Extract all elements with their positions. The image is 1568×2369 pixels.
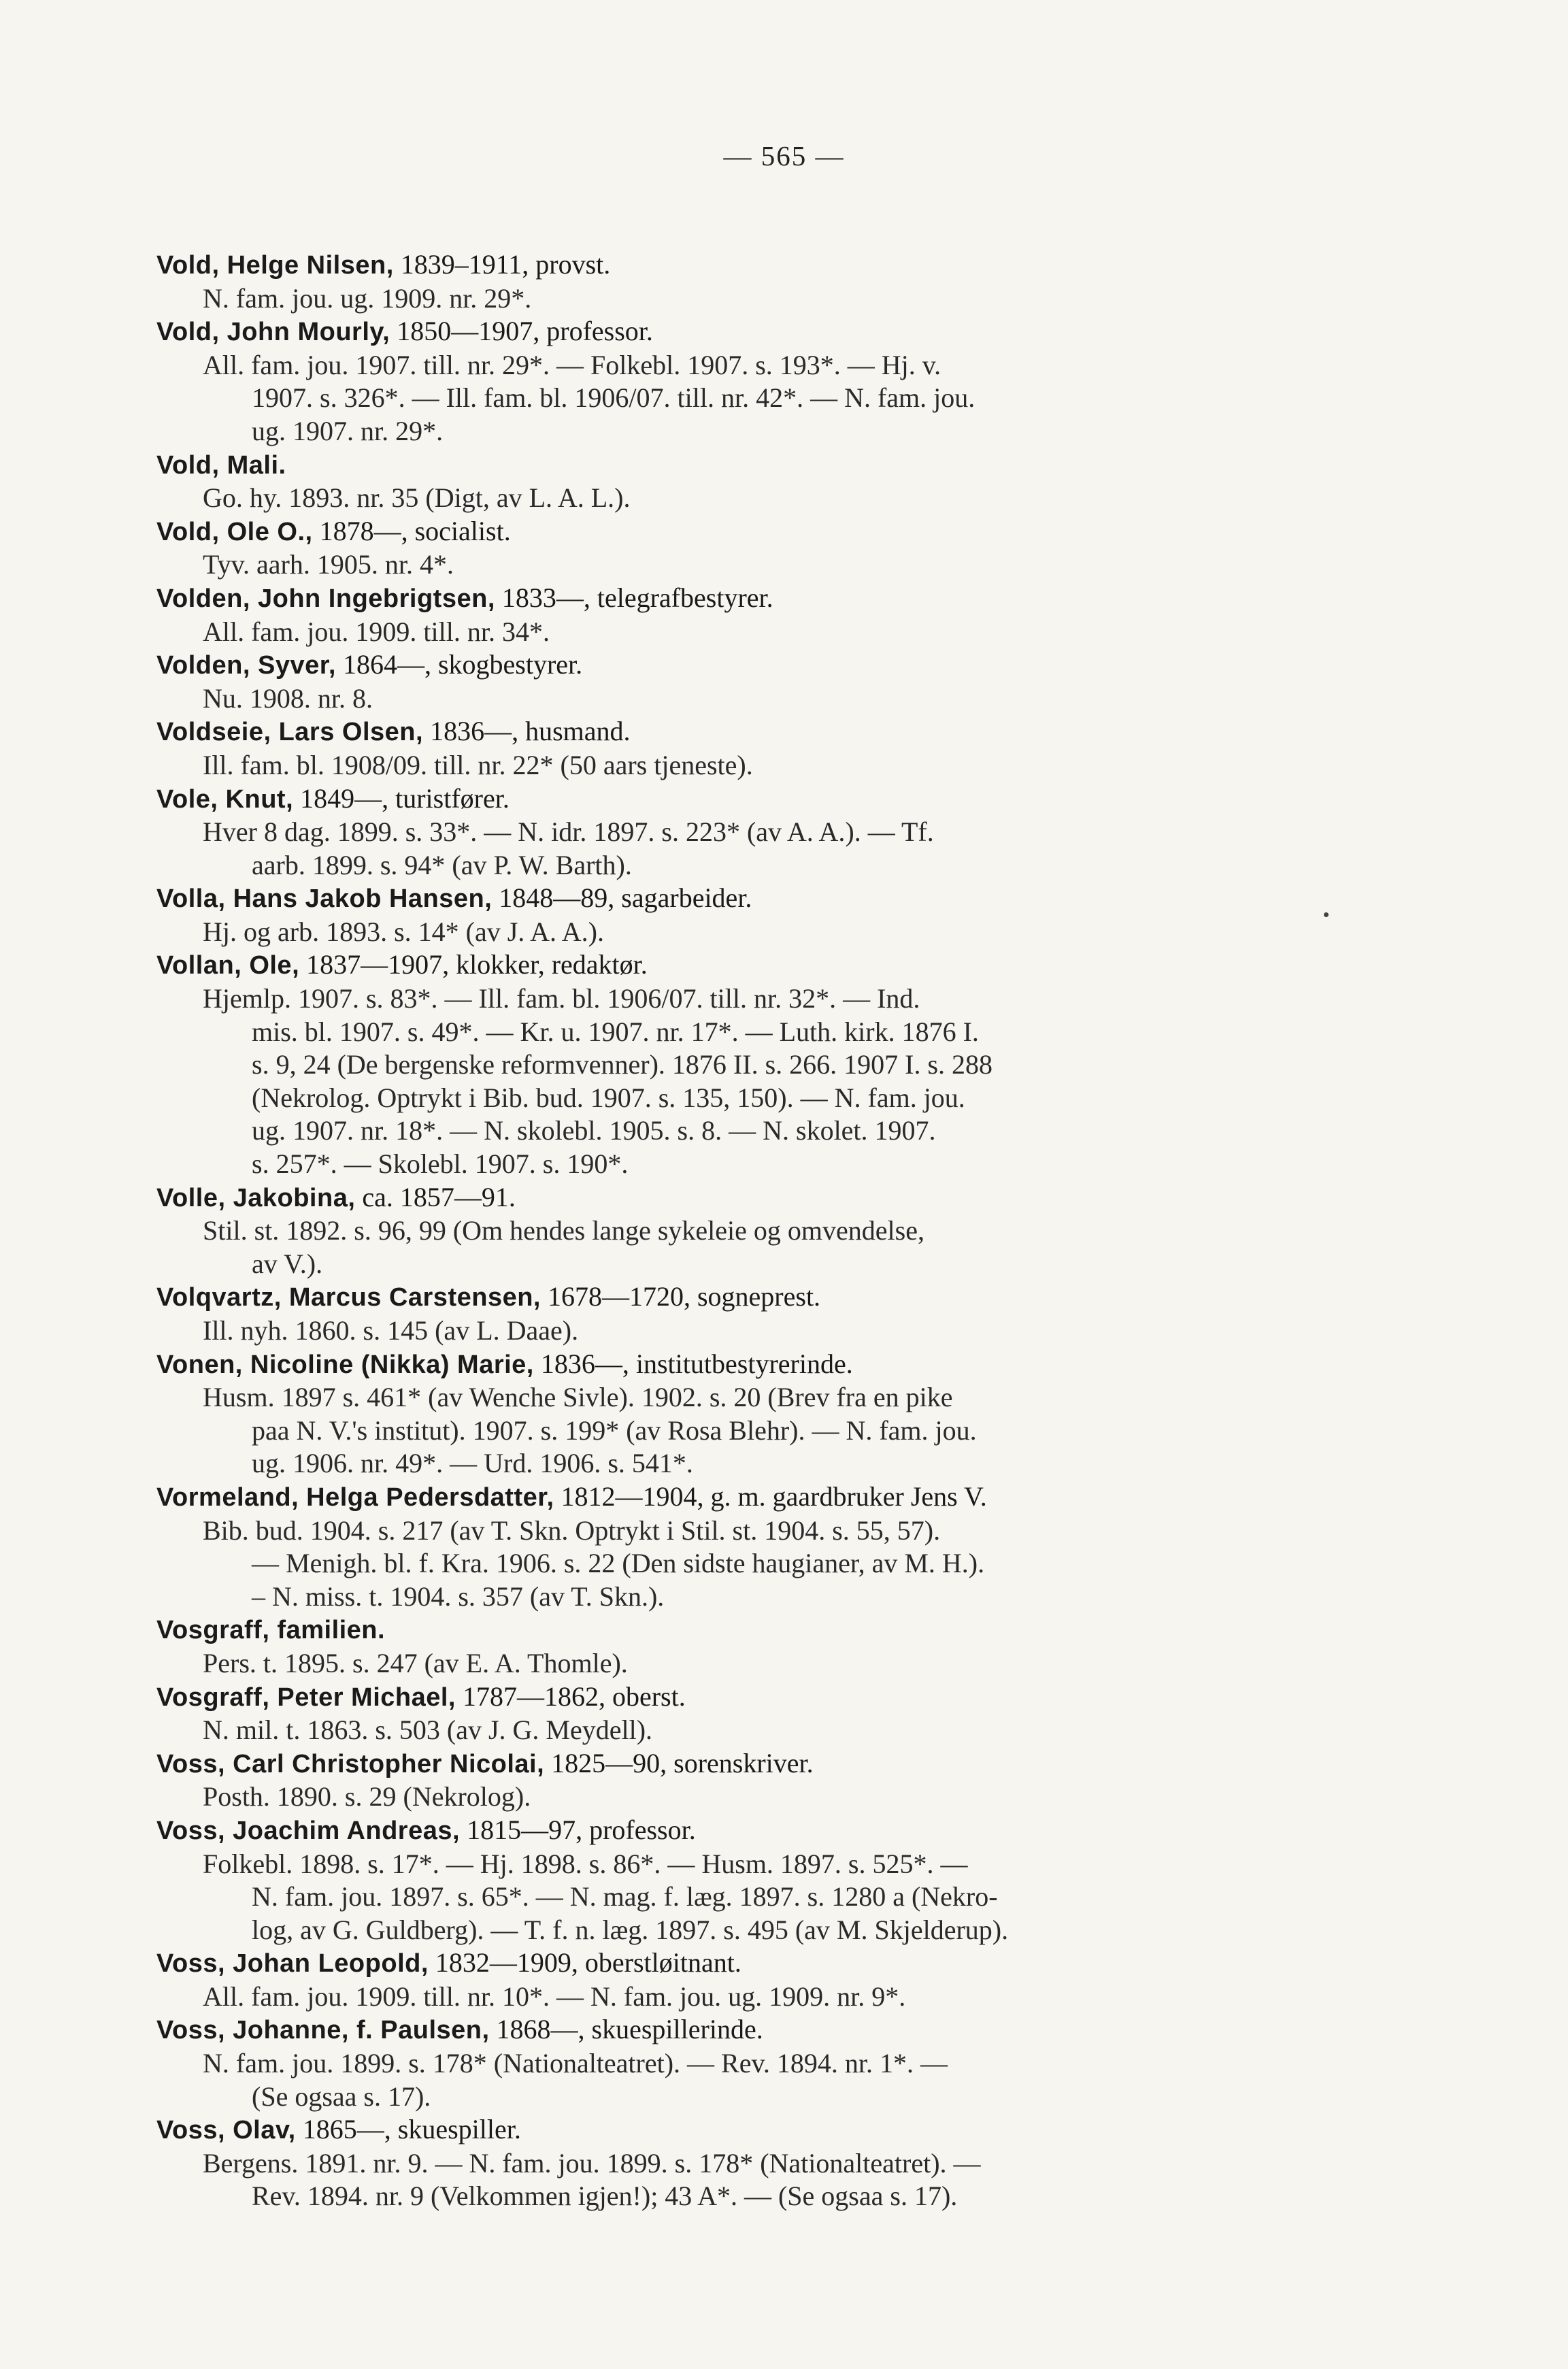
entry-reference-line: s. 9, 24 (De bergenske reformvenner). 1876 II. s. 266. 1907 I. s. 288 [252,1049,993,1080]
entry-heading [156,582,1330,616]
entry-name: Volla, Hans Jakob Hansen, [156,884,493,914]
entry-description: 1833—, telegrafbestyrer. [495,582,773,613]
entry-reference-line: Hjemlp. 1907. s. 83*. — Ill. fam. bl. 1906/07. till. nr. 32*. — Ind. [203,983,920,1014]
bibliography-entry [156,1348,1330,1480]
entry-description: 1837—1907, klokker, redaktør. [299,949,648,980]
entry-name: Voss, Joachim Andreas, [156,1816,461,1845]
entry-reference-line: — Menigh. bl. f. Kra. 1906. s. 22 (Den sidste haugianer, av M. H.). [252,1548,985,1579]
entry-reference-line: Bergens. 1891. nr. 9. — N. fam. jou. 1899. s. 178* (Nationalteatret). — [203,2147,981,2179]
bibliography-entry [156,948,1330,1180]
entry-name: Vold, John Mourly, [156,318,390,347]
bibliography-entry [156,248,1330,315]
entry-name: Vosgraff, Peter Michael, [156,1683,456,1712]
entry-heading [156,1613,1330,1647]
entry-reference-line: Hver 8 dag. 1899. s. 33*. — N. idr. 1897. s. 223* (av A. A.). — Tf. [203,816,934,848]
entry-reference-line: Hj. og arb. 1893. s. 14* (av J. A. A.). [203,916,604,947]
entry-reference-line: – N. miss. t. 1904. s. 357 (av T. Skn.). [252,1580,665,1612]
entry-reference-line: 1907. s. 326*. — Ill. fam. bl. 1906/07. till. nr. 42*. — N. fam. jou. [252,382,975,414]
entry-name: Vole, Knut, [156,784,294,814]
entry-heading [156,1747,1330,1781]
entry-heading [156,648,1330,682]
entry-name: Vold, Mali. [156,450,286,480]
bibliography-entry [156,1680,1330,1747]
entry-reference-line: aarb. 1899. s. 94* (av P. W. Barth). [252,849,632,880]
bibliography-entry [156,315,1330,448]
entry-name: Vonen, Nicoline (Nikka) Marie, [156,1350,534,1379]
entry-reference-line: Stil. st. 1892. s. 96, 99 (Om hendes lange sykeleie og omvendelse, [203,1215,924,1246]
entry-reference-line: Pers. t. 1895. s. 247 (av E. A. Thomle). [203,1647,628,1678]
entry-heading [156,2113,1330,2147]
entry-description: 1678—1720, sogneprest. [540,1281,821,1312]
margin-mark [1324,912,1329,917]
entry-reference-line: (Se ogsaa s. 17). [252,2081,431,2112]
bibliography-entry [156,1181,1330,1281]
entry-reference-line: Husm. 1897 s. 461* (av Wenche Sivle). 1902. s. 20 (Brev fra en pike [203,1382,953,1413]
entry-reference-line: Go. hy. 1893. nr. 35 (Digt, av L. A. L.). [203,482,631,514]
entry-heading [156,1814,1330,1848]
entry-heading [156,448,1330,482]
entry-name: Voss, Johan Leopold, [156,1949,429,1978]
entry-description: 1849—, turistfører. [293,782,510,814]
entry-name: Voss, Johanne, f. Paulsen, [156,2016,490,2045]
entry-description: ca. 1857—91. [355,1181,516,1212]
entry-description: 1836—, institutbestyrerinde. [533,1348,853,1379]
entry-description: 1825—90, sorenskriver. [544,1747,814,1778]
entry-heading [156,715,1330,749]
bibliography-entry [156,1480,1330,1613]
entry-reference-line: All. fam. jou. 1909. till. nr. 10*. — N. fam. jou. ug. 1909. nr. 9*. [203,1981,906,2012]
bibliography-entry [156,448,1330,515]
bibliography-entry [156,515,1330,582]
entry-reference-line: Ill. fam. bl. 1908/09. till. nr. 22* (50 aars tjeneste). [203,749,753,780]
entry-reference-line: paa N. V.'s institut). 1907. s. 199* (av Rosa Blehr). — N. fam. jou. [252,1414,977,1446]
entry-reference-line: av V.). [252,1248,323,1279]
entry-description: 1865—, skuespiller. [295,2114,521,2145]
entry-heading [156,515,1330,549]
entry-reference-line: N. fam. jou. 1899. s. 178* (Nationalteatret). — Rev. 1894. nr. 1*. — [203,2048,948,2079]
entry-name: Voss, Olav, [156,2116,296,2145]
entry-description: 1839–1911, provst. [393,249,611,280]
entry-reference-line: mis. bl. 1907. s. 49*. — Kr. u. 1907. nr. 17*. — Luth. kirk. 1876 I. [252,1016,979,1047]
entry-reference-line: N. fam. jou. 1897. s. 65*. — N. mag. f. læg. 1897. s. 1280 a (Nekro- [252,1881,998,1912]
entry-heading [156,1280,1330,1314]
bibliography-entry [156,648,1330,715]
entry-reference-line: N. fam. jou. ug. 1909. nr. 29*. [203,282,532,314]
entry-description: 1864—, skogbestyrer. [335,649,583,680]
entry-name: Vosgraff, familien. [156,1616,386,1645]
entry-description: 1868—, skuespillerinde. [489,2014,763,2045]
entry-heading [156,1680,1330,1714]
entry-reference-line: Bib. bud. 1904. s. 217 (av T. Skn. Optrykt i Stil. st. 1904. s. 55, 57). [203,1514,941,1546]
entry-name: Volden, Syver, [156,651,336,680]
entry-heading [156,1946,1330,1981]
entry-name: Voldseie, Lars Olsen, [156,718,424,747]
bibliography-entry [156,1814,1330,1946]
entry-reference-line: (Nekrolog. Optrykt i Bib. bud. 1907. s. 135, 150). — N. fam. jou. [252,1082,965,1113]
entry-reference-line: Nu. 1908. nr. 8. [203,682,373,714]
entry-reference-line: ug. 1906. nr. 49*. — Urd. 1906. s. 541*. [252,1448,693,1479]
entry-reference-line: Tyv. aarh. 1905. nr. 4*. [203,549,454,580]
entry-reference-line: N. mil. t. 1863. s. 503 (av J. G. Meydell). [203,1714,653,1746]
entry-reference-line: Ill. nyh. 1860. s. 145 (av L. Daae). [203,1315,579,1346]
bibliography-entry [156,2113,1330,2213]
entry-heading [156,948,1330,982]
bibliography-entry [156,2013,1330,2113]
entry-list [156,248,1330,2213]
entry-name: Vold, Ole O., [156,517,313,546]
entry-name: Vold, Helge Nilsen, [156,251,394,280]
entry-heading [156,315,1330,349]
entry-description: 1848—89, sagarbeider. [492,882,752,914]
bibliography-entry [156,1613,1330,1680]
entry-reference-line: All. fam. jou. 1909. till. nr. 34*. [203,616,550,647]
entry-heading [156,882,1330,916]
bibliography-entry [156,1747,1330,1814]
entry-description: 1878—, socialist. [312,515,511,546]
entry-reference-line: Folkebl. 1898. s. 17*. — Hj. 1898. s. 86*. — Husm. 1897. s. 525*. — [203,1848,968,1879]
bibliography-entry [156,715,1330,782]
entry-description: 1815—97, professor. [460,1814,696,1845]
entry-heading [156,782,1330,816]
entry-heading [156,1348,1330,1382]
bibliography-entry [156,1946,1330,2013]
entry-description: 1812—1904, g. m. gaardbruker Jens V. [554,1480,987,1512]
entry-reference-line: All. fam. jou. 1907. till. nr. 29*. — Folkebl. 1907. s. 193*. — Hj. v. [203,349,941,380]
entry-name: Voss, Carl Christopher Nicolai, [156,1749,545,1778]
entry-reference-line: s. 257*. — Skolebl. 1907. s. 190*. [252,1148,629,1180]
bibliography-entry [156,882,1330,948]
page-number: — 565 — [723,140,845,171]
bibliography-entry [156,582,1330,648]
entry-name: Volle, Jakobina, [156,1183,356,1212]
entry-heading [156,248,1330,282]
entry-name: Vormeland, Helga Pedersdatter, [156,1482,554,1512]
entry-name: Vollan, Ole, [156,951,300,980]
entry-reference-line: Rev. 1894. nr. 9 (Velkommen igjen!); 43 A*. — (Se ogsaa s. 17). [252,2181,958,2212]
bibliography-entry [156,1280,1330,1347]
entry-heading [156,1480,1330,1514]
entry-reference-line: ug. 1907. nr. 29*. [252,415,444,446]
entry-name: Volqvartz, Marcus Carstensen, [156,1283,541,1312]
entry-name: Volden, John Ingebrigtsen, [156,584,495,613]
entry-description: 1787—1862, oberst. [455,1680,686,1712]
entry-reference-line: ug. 1907. nr. 18*. — N. skolebl. 1905. s. 8. — N. skolet. 1907. [252,1115,936,1146]
entry-description: 1836—, husmand. [423,716,631,747]
entry-description: 1850—1907, professor. [390,316,653,347]
entry-reference-line: Posth. 1890. s. 29 (Nekrolog). [203,1781,531,1812]
entry-heading [156,1181,1330,1215]
entry-description: 1832—1909, oberstløitnant. [428,1947,741,1978]
bibliography-entry [156,782,1330,882]
entry-heading [156,2013,1330,2047]
entry-reference-line: log, av G. Guldberg). — T. f. n. læg. 1897. s. 495 (av M. Skjelderup). [252,1914,1009,1945]
